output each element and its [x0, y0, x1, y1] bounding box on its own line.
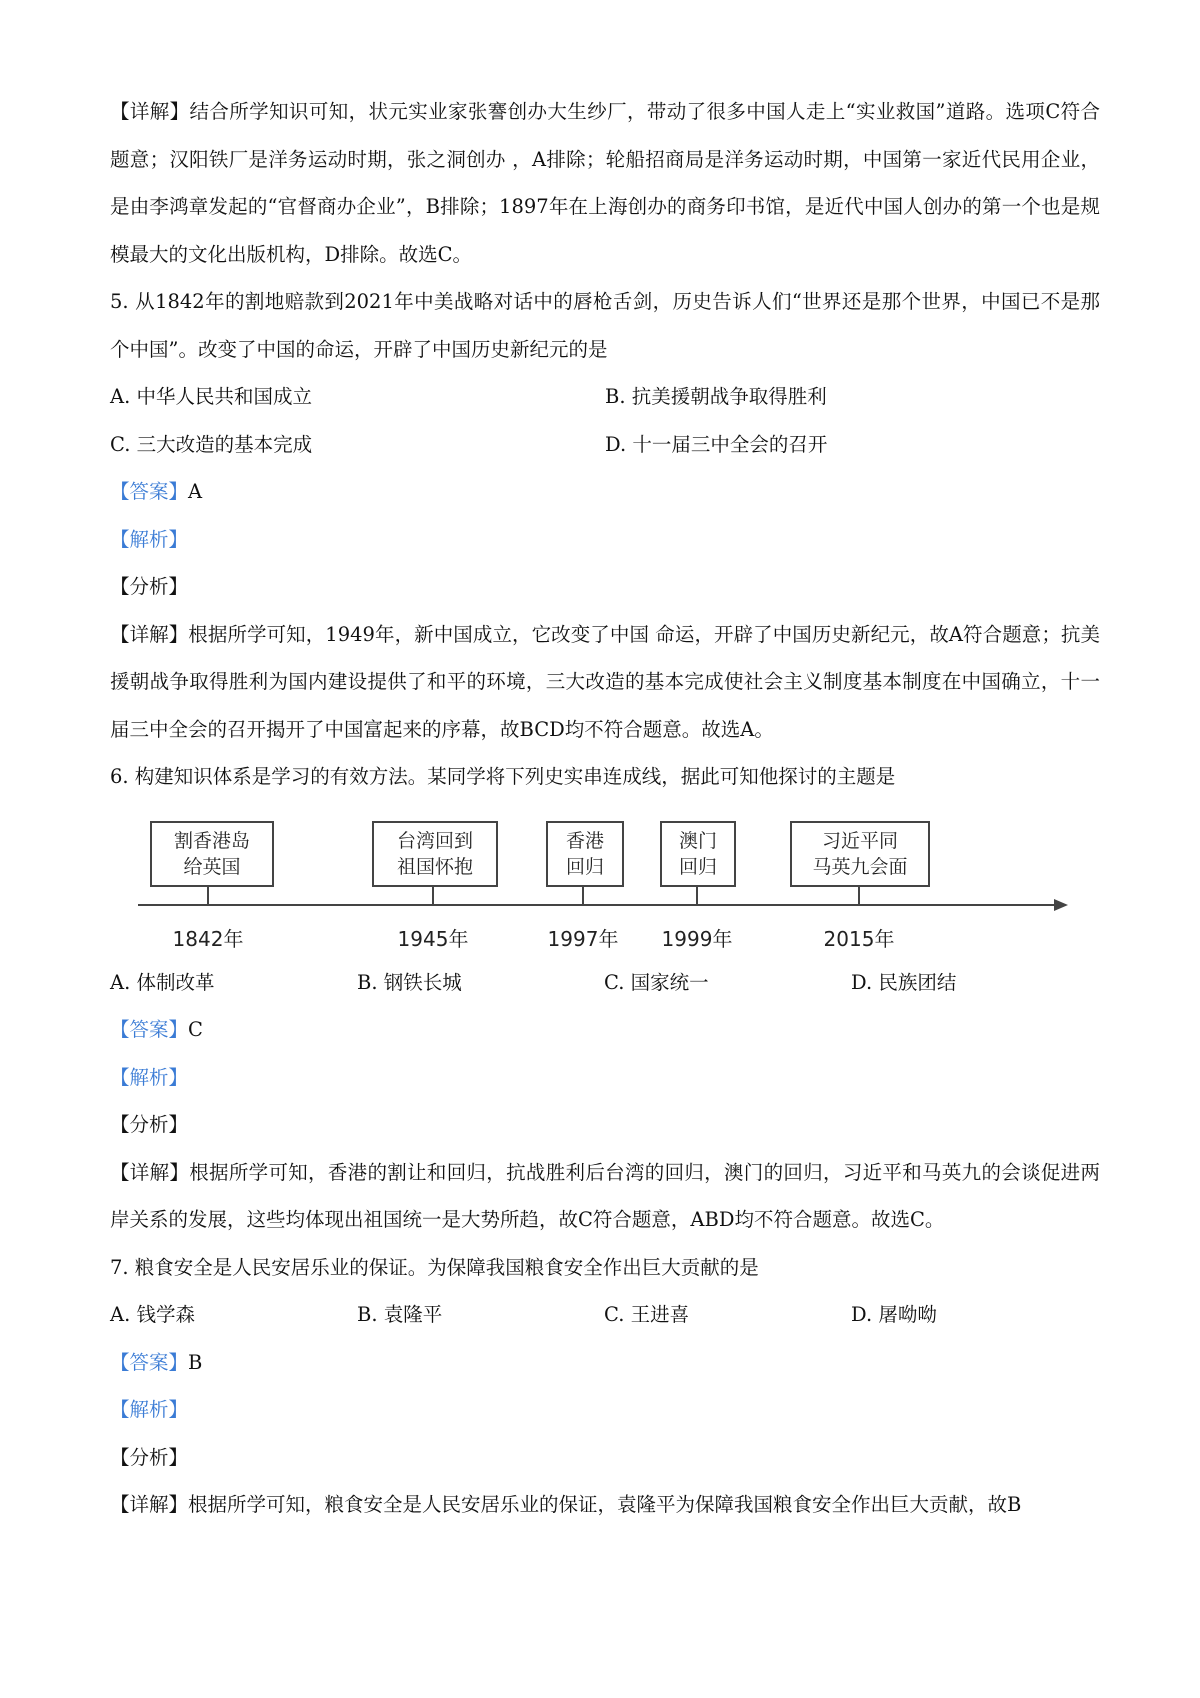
timeline-arrow-icon: [1054, 899, 1068, 911]
q7-options-row: [110, 1291, 1100, 1339]
timeline-event-1: [150, 821, 274, 887]
timeline-event-1-line1: 割香港岛: [173, 829, 250, 852]
q7-option-a: A. 钱学森: [110, 1303, 195, 1326]
timeline-year-3: 1997年: [547, 926, 619, 951]
timeline-event-2-line1: 台湾回到: [396, 829, 473, 852]
q6-detail: 【详解】根据所学可知，香港的割让和回归，抗战胜利后台湾的回归，澳门的回归，习近平和马英九的会谈促进两岸关系的发展，这些均体现出祖国统一是大势所趋，故C符合题意，ABD均不符合题意。故选C。: [110, 1160, 1100, 1231]
q6-options-row: [110, 959, 1100, 1007]
q5-options-row-2: [110, 421, 1100, 469]
q5-answer-value: A: [188, 480, 203, 503]
history-timeline: [110, 807, 1100, 957]
q5-option-b: B. 抗美援朝战争取得胜利: [605, 385, 827, 408]
timeline-event-4-line1: 澳门: [678, 829, 717, 852]
q6-option-a: A. 体制改革: [110, 970, 215, 994]
timeline-tick-3: [582, 885, 584, 905]
q5-answer: [110, 468, 1100, 516]
q5-options-row-1: [110, 373, 1100, 421]
q5-analysis-tag: 【解析】: [110, 527, 189, 551]
q7-detail: 【详解】根据所学可知，粮食安全是人民安居乐业的保证，袁隆平为保障我国粮食安全作出巨大贡献，故B: [110, 1493, 1022, 1516]
q7-answer: [110, 1339, 1100, 1387]
q6-fenxi: 【分析】: [110, 1113, 189, 1136]
timeline-tick-5: [858, 885, 860, 905]
timeline-year-1: 1842年: [172, 926, 244, 951]
q7-option-d: D. 屠呦呦: [851, 1303, 937, 1326]
q5-option-d: D. 十一届三中全会的召开: [605, 432, 828, 456]
q6-option-c: C. 国家统一: [604, 970, 709, 994]
q5-option-a: A. 中华人民共和国成立: [110, 385, 312, 408]
q7-option-c: C. 王进喜: [604, 1303, 690, 1326]
timeline-tick-2: [432, 885, 434, 905]
timeline-event-5: [790, 821, 930, 887]
timeline-event-5-line2: 马英九会面: [812, 855, 908, 878]
timeline-event-2: [372, 821, 498, 887]
q5-answer-tag: 【答案】: [110, 480, 189, 503]
q7-answer-tag: 【答案】: [110, 1350, 189, 1374]
q7-fenxi: 【分析】: [110, 1445, 189, 1469]
q7-analysis-tag: 【解析】: [110, 1398, 189, 1421]
q4-detail: 【详解】结合所学知识可知，状元实业家张謇创办大生纱厂，带动了很多中国人走上“实业救国”道路。选项C符合题意；汉阳铁厂是洋务运动时期，张之洞创办 ，A排除；轮船招商局是洋务运动时期，中国第一家近代民用企业，是由李鸿章发起的“官督商办企业”，B排除；1897年在上海创办的商务印书馆，是近代中国人创办的第一个也是规模最大的文化出版机构，D排除。故选C。: [110, 100, 1100, 266]
q5-fenxi: 【分析】: [110, 575, 189, 598]
q7-answer-value: B: [188, 1350, 203, 1374]
q6-answer-tag: 【答案】: [110, 1018, 189, 1041]
timeline-event-3-line2: 回归: [565, 855, 604, 878]
document-page: [110, 88, 1100, 1529]
q6-option-b: B. 钢铁长城: [357, 970, 462, 994]
timeline-event-1-line2: 给英国: [183, 855, 241, 878]
timeline-event-5-line1: 习近平同: [821, 829, 898, 852]
timeline-year-2: 1945年: [397, 926, 469, 951]
q6-analysis-tag: 【解析】: [110, 1065, 189, 1089]
q6-answer: [110, 1006, 1100, 1054]
q7-stem: 7. 粮食安全是人民安居乐业的保证。为保障我国粮食安全作出巨大贡献的是: [110, 1255, 759, 1279]
timeline-event-4: [660, 821, 736, 887]
q5-option-c: C. 三大改造的基本完成: [110, 432, 313, 456]
timeline-event-3-line1: 香港: [565, 829, 604, 852]
q6-stem: 6. 构建知识体系是学习的有效方法。某同学将下列史实串连成线，据此可知他探讨的主题是: [110, 765, 896, 788]
q6-answer-value: C: [188, 1018, 203, 1041]
q7-option-b: B. 袁隆平: [357, 1303, 443, 1326]
timeline-axis: [138, 904, 1058, 906]
q6-option-d: D. 民族团结: [851, 970, 957, 994]
timeline-tick-1: [207, 885, 209, 905]
timeline-event-3: [546, 821, 624, 887]
q5-detail: 【详解】根据所学可知，1949年，新中国成立，它改变了中国 命运，开辟了中国历史新纪元，故A符合题意；抗美援朝战争取得胜利为国内建设提供了和平的环境，三大改造的基本完成使社会主义制度基本制度在中国确立，十一届三中全会的召开揭开了中国富起来的序幕，故BCD均不符合题意。故选A。: [110, 622, 1100, 741]
timeline-event-2-line2: 祖国怀抱: [396, 855, 473, 878]
timeline-event-4-line2: 回归: [678, 855, 717, 878]
timeline-tick-4: [696, 885, 698, 905]
timeline-year-5: 2015年: [823, 926, 895, 951]
timeline-year-4: 1999年: [661, 926, 733, 951]
q5-stem: 5. 从1842年的割地赔款到2021年中美战略对话中的唇枪舌剑，历史告诉人们“世界还是那个世界，中国已不是那个中国”。改变了中国的命运，开辟了中国历史新纪元的是: [110, 290, 1100, 361]
